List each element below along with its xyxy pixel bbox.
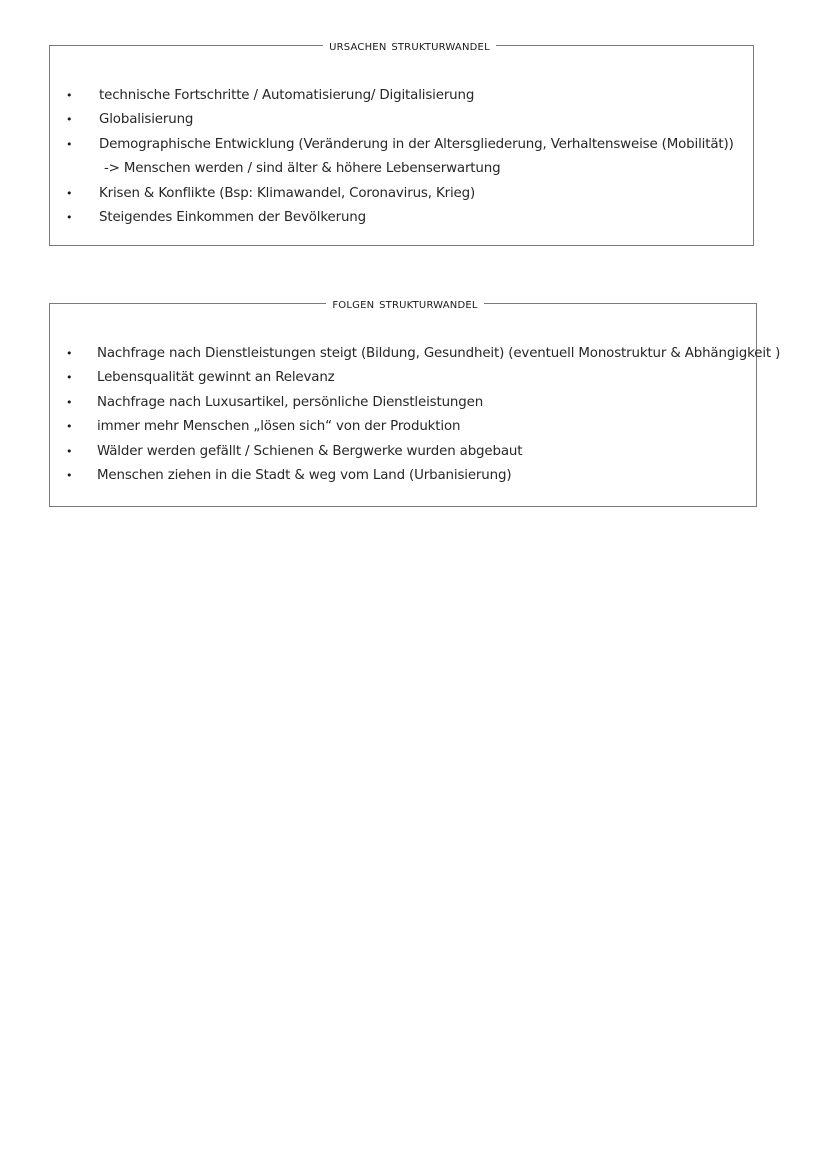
section-folgen [49, 296, 781, 507]
bullet-icon: • [66, 113, 73, 127]
list-item-text: Nachfrage nach Luxusartikel, persönliche Dienstleistungen [97, 394, 484, 410]
list-item-text: Demographische Entwicklung (Veränderung in der Altersgliederung, Verhaltensweise (Mobilität)) [99, 136, 734, 152]
list-item [50, 366, 756, 390]
list-item [50, 342, 781, 366]
list-item [50, 133, 753, 157]
bullet-list [50, 84, 753, 230]
bullet-icon: • [66, 89, 73, 102]
section-title: folgen strukturwandel [326, 296, 483, 312]
bullet-icon: • [66, 395, 73, 409]
list-item-text: Krisen & Konflikte (Bsp: Klimawandel, Coronavirus, Krieg) [99, 185, 476, 201]
list-item [50, 464, 756, 488]
list-item [50, 206, 753, 230]
bullet-icon: • [66, 137, 73, 151]
list-item-text: Lebensqualität gewinnt an Relevanz [97, 370, 335, 386]
list-item [50, 108, 753, 132]
list-item-continuation [50, 157, 753, 181]
list-item-text: Menschen ziehen in die Stadt & weg vom Land (Urbanisierung) [97, 467, 512, 483]
bullet-list [50, 342, 781, 488]
bullet-icon: • [66, 444, 73, 458]
list-item [50, 440, 756, 464]
list-item [50, 182, 753, 206]
section-title: ursachen strukturwandel [323, 38, 496, 54]
bullet-icon: • [66, 371, 73, 385]
list-item [50, 415, 756, 439]
list-item-text: -> Menschen werden / sind älter & höhere Lebenserwartung [104, 161, 501, 177]
bullet-icon: • [66, 468, 73, 482]
list-item [50, 84, 753, 108]
list-item-text: Nachfrage nach Dienstleistungen steigt (Bildung, Gesundheit) (eventuell Monostruktur & Abhängigkeit ) [97, 346, 781, 361]
bullet-icon: • [66, 186, 73, 200]
list-item-text: Globalisierung [99, 112, 194, 128]
list-item-text: Wälder werden gefällt / Schienen & Bergwerke wurden abgebaut [97, 443, 523, 459]
list-item-text: Steigendes Einkommen der Bevölkerung [99, 209, 366, 225]
section-title-wrap [54, 293, 756, 313]
list-item-text: immer mehr Menschen „lösen sich“ von der Produktion [97, 419, 461, 435]
list-item [50, 391, 756, 415]
list-item-text: technische Fortschritte / Automatisierung/ Digitalisierung [99, 88, 475, 103]
bullet-icon: • [66, 347, 73, 360]
section-title-wrap [66, 35, 753, 55]
section-ursachen [49, 38, 754, 246]
bullet-icon: • [66, 210, 73, 224]
bullet-icon: • [66, 420, 73, 434]
